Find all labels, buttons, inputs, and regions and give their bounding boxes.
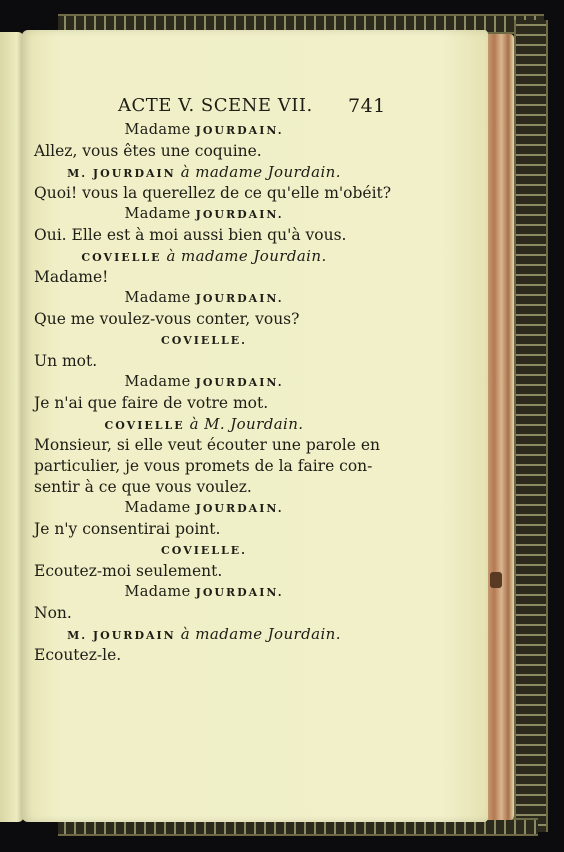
- dialogue-line: Non.: [34, 604, 72, 622]
- speaker-heading: COVIELLE à madame Jourdain.: [81, 247, 327, 265]
- running-title: ACTE V. SCENE VII.: [118, 95, 313, 116]
- clasp: [490, 572, 502, 588]
- dialogue-line: particulier, je vous promets de la faire con-: [34, 457, 373, 475]
- speaker-heading: COVIELLE.: [161, 544, 247, 557]
- facing-page-edge: [0, 32, 24, 822]
- dialogue-line: sentir à ce que vous voulez.: [34, 478, 252, 496]
- dialogue-line: Ecoutez-le.: [34, 646, 122, 664]
- cover-border-right: [514, 20, 548, 832]
- page-number: 741: [348, 95, 386, 117]
- speaker-heading: Madame JOURDAIN.: [124, 500, 284, 516]
- speaker-heading: Madame JOURDAIN.: [124, 206, 284, 222]
- dialogue-line: Un mot.: [34, 352, 98, 370]
- dialogue-line: Je n'y consentirai point.: [34, 520, 221, 538]
- speaker-heading: COVIELLE à M. Jourdain.: [104, 415, 304, 433]
- speaker-heading: Madame JOURDAIN.: [124, 122, 284, 138]
- speaker-heading: M. JOURDAIN à madame Jourdain.: [67, 625, 341, 643]
- dialogue-line: Que me voulez-vous conter, vous?: [34, 310, 300, 328]
- page-text: [34, 95, 392, 666]
- dialogue-line: Ecoutez-moi seulement.: [34, 562, 223, 580]
- speaker-heading: M. JOURDAIN à madame Jourdain.: [67, 163, 341, 181]
- speaker-heading: Madame JOURDAIN.: [124, 290, 284, 306]
- gilt-page-edge: [486, 34, 514, 820]
- speaker-heading: Madame JOURDAIN.: [124, 584, 284, 600]
- dialogue-line: Madame!: [34, 268, 109, 286]
- speaker-heading: COVIELLE.: [161, 334, 247, 347]
- page-header: [34, 95, 386, 120]
- speaker-heading: Madame JOURDAIN.: [124, 374, 284, 390]
- dialogue-line: Oui. Elle est à moi aussi bien qu'à vous.: [34, 226, 347, 244]
- dialogue-line: Monsieur, si elle veut écouter une parole en: [34, 436, 380, 454]
- dialogue-line: Allez, vous êtes une coquine.: [34, 142, 262, 160]
- dialogue-line: Quoi! vous la querellez de ce qu'elle m'obéit?: [34, 184, 392, 202]
- dialogue-line: Je n'ai que faire de votre mot.: [34, 394, 269, 412]
